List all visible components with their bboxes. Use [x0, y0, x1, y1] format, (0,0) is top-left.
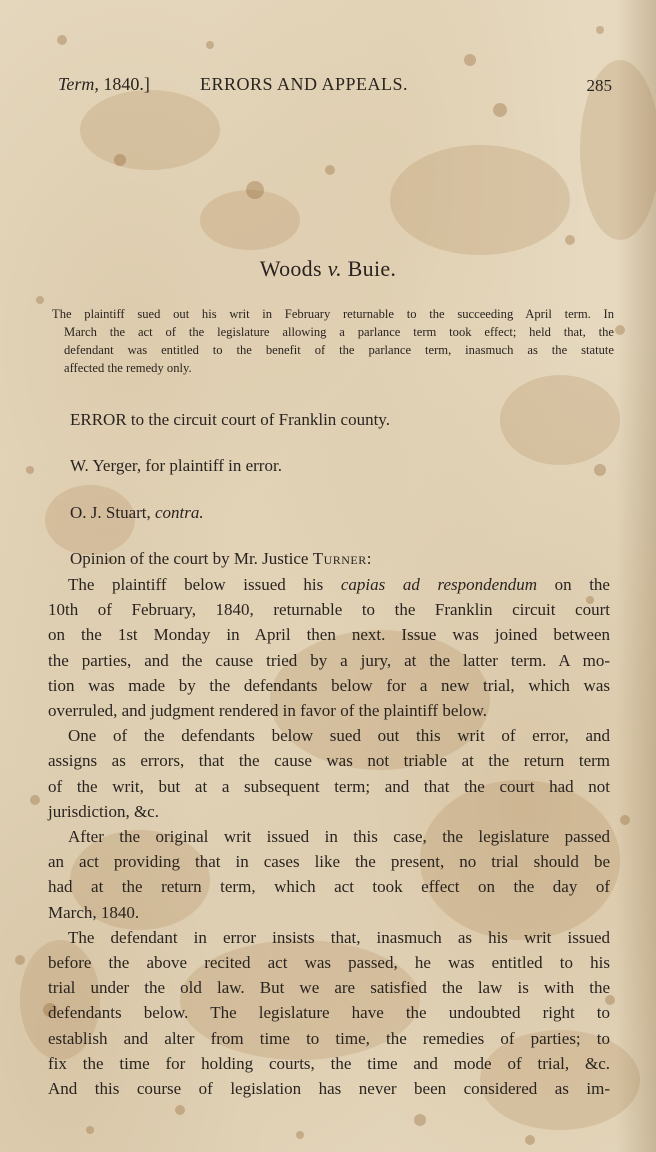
body-line-italic: capias ad respondendum	[340, 575, 537, 594]
opinion-justice-name: Turner:	[312, 549, 372, 568]
headnote-line: defendant was entitled to the benefit of the parlance term, inasmuch as the statute	[64, 343, 614, 357]
headnote-line: March the act of the legislature allowing a parlance term took effect; held that, the	[64, 325, 614, 339]
counsel-defendant	[70, 503, 204, 523]
headnote	[52, 305, 614, 377]
body-line	[48, 572, 610, 597]
counsel-plaintiff: W. Yerger, for plaintiff in error.	[70, 456, 282, 475]
opinion-intro-text: Opinion of the court by Mr. Justice	[70, 549, 313, 568]
headnote-line: The plaintiff sued out his writ in February returnable to the succeeding April term. In	[52, 307, 614, 321]
body-line: the parties, and the cause tried by a jury, at the latter term. A mo-	[48, 650, 610, 670]
body-line-part: The plaintiff below issued his	[68, 575, 341, 594]
body-line: March, 1840.	[48, 902, 140, 922]
opinion-body	[48, 572, 610, 1101]
body-line: jurisdiction, &c.	[48, 801, 159, 821]
running-header	[58, 74, 614, 100]
body-line: 10th of February, 1840, returnable to the Franklin circuit court	[48, 600, 610, 620]
body-line: One of the defendants below sued out this writ of error, and	[68, 726, 610, 746]
body-line: had at the return term, which act took effect on the day of	[48, 877, 610, 897]
body-line: overruled, and judgment rendered in favor of the plaintiff below.	[48, 701, 488, 721]
header-running-title: ERRORS AND APPEALS.	[200, 74, 409, 94]
body-line: assigns as errors, that the cause was not triable at the return term	[48, 751, 610, 771]
case-party-a: Woods	[259, 256, 328, 281]
counsel-defendant-name: O. J. Stuart,	[70, 503, 155, 522]
body-line: an act providing that in cases like the present, no trial should be	[48, 852, 610, 872]
counsel-defendant-contra: contra.	[155, 503, 204, 522]
case-party-b: Buie.	[341, 256, 397, 281]
body-line: And this course of legislation has never been considered as im-	[48, 1079, 610, 1099]
body-line: on the 1st Monday in April then next. Issue was joined between	[48, 625, 610, 645]
header-term-label: Term,	[58, 74, 99, 94]
body-line: before the above recited act was passed, he was entitled to his	[48, 953, 610, 973]
body-line: establish and alter from time to time, the remedies of parties; to	[48, 1028, 610, 1048]
opinion-intro	[70, 549, 372, 569]
error-line: ERROR to the circuit court of Franklin county.	[70, 410, 390, 429]
body-line: of the writ, but at a subsequent term; and that the court had not	[48, 776, 610, 796]
body-line: After the original writ issued in this case, the legislature passed	[68, 827, 610, 847]
case-title	[0, 256, 656, 282]
page-edge-shadow	[616, 0, 656, 1152]
case-versus: v.	[327, 256, 342, 281]
body-line: trial under the old law. But we are satisfied the law is with the	[48, 978, 610, 998]
page-number: 285	[586, 76, 612, 95]
headnote-line: affected the remedy only.	[64, 361, 192, 375]
body-line: fix the time for holding courts, the time and mode of trial, &c.	[48, 1053, 610, 1073]
header-term	[58, 74, 150, 95]
body-line: defendants below. The legislature have the undoubted right to	[48, 1003, 610, 1023]
body-line-part: on the	[536, 575, 610, 594]
body-line: The defendant in error insists that, inasmuch as his writ issued	[68, 927, 610, 947]
header-term-year: 1840.]	[98, 74, 150, 94]
body-line: tion was made by the defendants below for a new trial, which was	[48, 675, 610, 695]
